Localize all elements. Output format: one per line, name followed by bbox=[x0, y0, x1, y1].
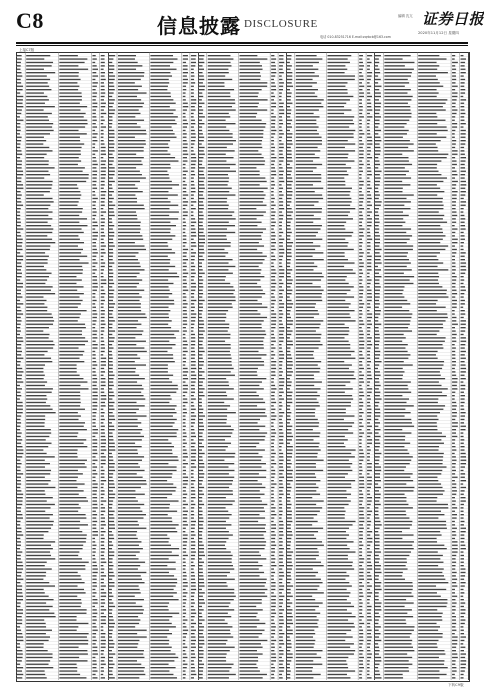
continued-from-note: 上接C7版 bbox=[19, 48, 35, 52]
contact-line: 电话 010-83251716 E-mail:zqrbcb@163.com bbox=[320, 35, 391, 39]
editor-credit: 编辑 沈亢 bbox=[398, 14, 413, 18]
section-title-en: DISCLOSURE bbox=[244, 18, 318, 30]
table-column bbox=[198, 52, 287, 680]
issue-date: 2020年11月12日 星期四 bbox=[418, 31, 459, 35]
table-column bbox=[16, 52, 109, 680]
table-column bbox=[374, 52, 469, 680]
header-rule bbox=[16, 42, 468, 44]
page-number: C8 bbox=[16, 8, 44, 33]
newspaper-masthead: 证券日报 bbox=[422, 10, 484, 28]
table-column bbox=[108, 52, 199, 680]
header-rule-thin bbox=[16, 45, 468, 46]
page-header bbox=[0, 0, 484, 44]
continued-to-note: 下转C9版 bbox=[448, 683, 464, 687]
table-column bbox=[286, 52, 375, 680]
section-title: 信息披露 bbox=[157, 14, 241, 38]
